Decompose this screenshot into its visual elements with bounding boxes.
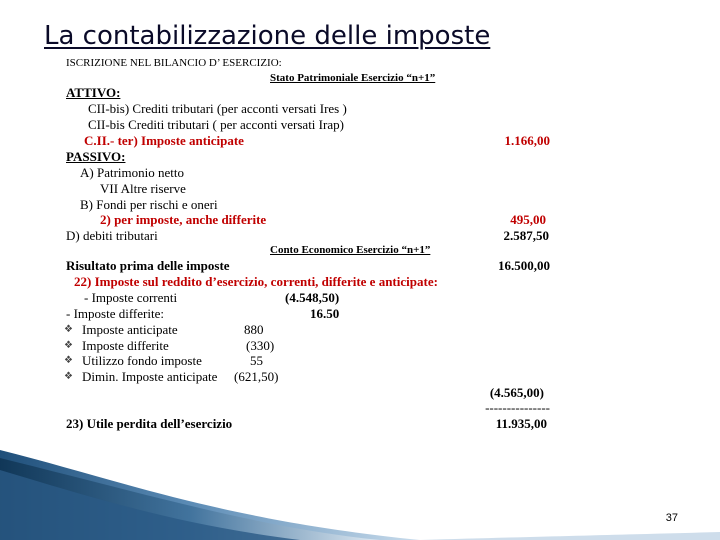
risultato-label: Risultato prima delle imposte [66, 258, 230, 273]
conto-economico-heading: Conto Economico Esercizio “n+1” [270, 244, 431, 256]
imposte-correnti-label: - Imposte correnti [84, 290, 178, 305]
patrimonio-netto: A) Patrimonio netto [80, 165, 184, 180]
bullet-diamond-icon: ❖ [64, 324, 73, 335]
separator-dashes: --------------- [485, 400, 550, 415]
stato-patrimoniale-heading: Stato Patrimoniale Esercizio “n+1” [270, 72, 436, 84]
utile-value: 11.935,00 [495, 416, 547, 431]
debiti-tributari: D) debiti tributari [66, 228, 158, 243]
debiti-tributari-value: 2.587,50 [503, 228, 549, 243]
fondi-rischi: B) Fondi per rischi e oneri [80, 197, 218, 212]
slide-title: La contabilizzazione delle imposte [44, 21, 491, 51]
imposte-differite-total: 16.50 [310, 306, 340, 321]
bullet-diamond-icon: ❖ [64, 355, 73, 366]
bullet-label: Utilizzo fondo imposte [82, 353, 202, 368]
attivo-label: ATTIVO: [66, 85, 121, 100]
bullet-diamond-icon: ❖ [64, 340, 73, 351]
fondo-imposte-value: 495,00 [510, 212, 546, 227]
bullet-label: Imposte differite [82, 338, 169, 353]
bullet-label: Dimin. Imposte anticipate [82, 369, 218, 384]
imposte-correnti-value: (4.548,50) [285, 290, 340, 305]
imposte-reddito-label: 22) Imposte sul reddito d’esercizio, correnti, differite e anticipate: [74, 274, 438, 289]
imposte-differite-label: - Imposte differite: [66, 306, 164, 321]
utile-label: 23) Utile perdita dell’esercizio [66, 416, 233, 431]
cii-bis-ires: CII-bis) Crediti tributari (per acconti versati Ires ) [88, 101, 347, 116]
bullet-label: Imposte anticipate [82, 322, 178, 337]
imposte-anticipate-value: 1.166,00 [504, 133, 550, 148]
bullet-value: (330) [246, 338, 275, 353]
passivo-label: PASSIVO: [66, 149, 126, 164]
totale-imposte-value: (4.565,00) [489, 385, 544, 400]
bullet-value: 880 [244, 322, 264, 337]
cii-bis-irap: CII-bis Crediti tributari ( per acconti versati Irap) [88, 117, 344, 132]
page-number: 37 [665, 512, 678, 524]
section-heading: ISCRIZIONE NEL BILANCIO D’ ESERCIZIO: [66, 57, 282, 69]
bullet-value: 55 [250, 353, 263, 368]
bullet-diamond-icon: ❖ [64, 371, 73, 382]
altre-riserve: VII Altre riserve [100, 181, 186, 196]
bullet-value: (621,50) [234, 369, 279, 384]
imposte-anticipate-label: C.II.- ter) Imposte anticipate [84, 133, 244, 148]
risultato-value: 16.500,00 [498, 258, 550, 273]
decorative-swoosh [0, 440, 720, 540]
fondo-imposte-label: 2) per imposte, anche differite [100, 212, 267, 227]
